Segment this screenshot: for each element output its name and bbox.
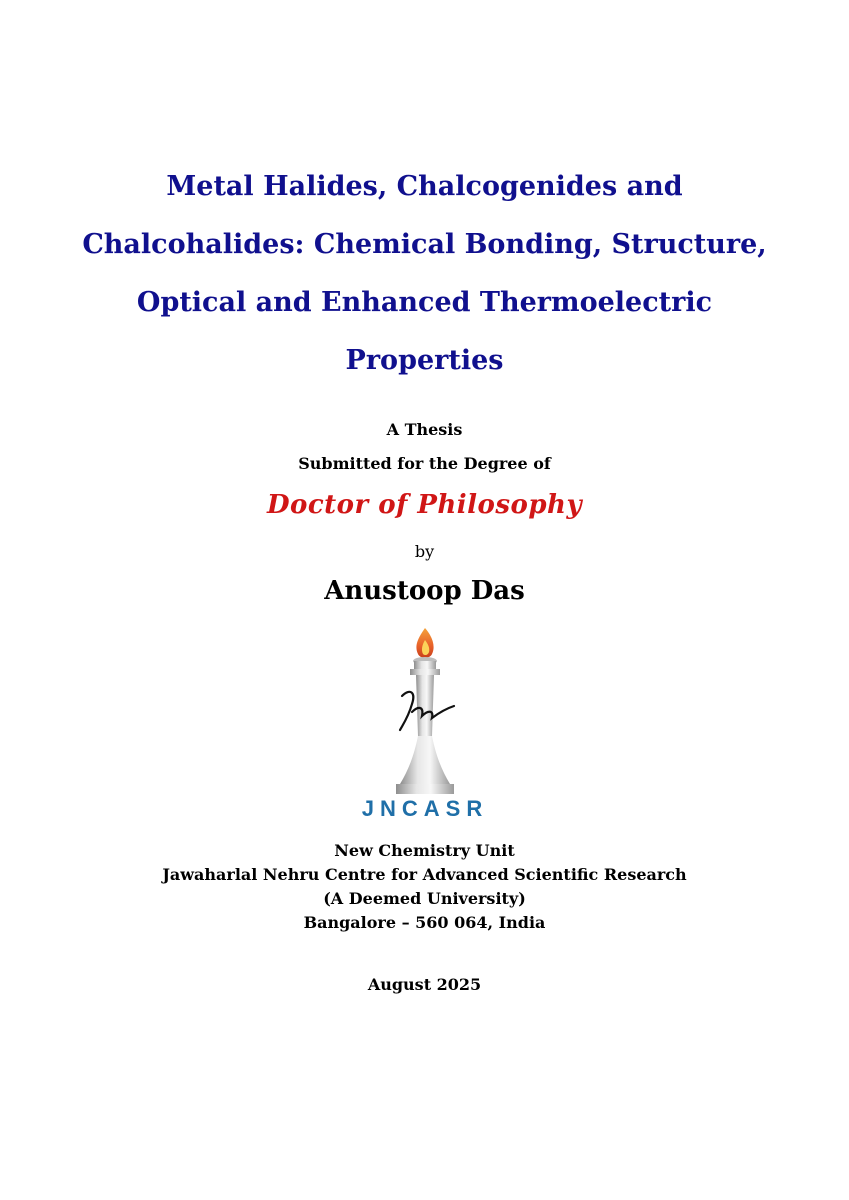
- submitted-label: Submitted for the Degree of: [298, 454, 551, 473]
- title-line-1: Metal Halides, Chalcogenides and: [166, 171, 683, 202]
- title-line-4: Properties: [345, 345, 504, 376]
- logo-text: JNCASR: [361, 796, 489, 821]
- degree-name: Doctor of Philosophy: [266, 490, 583, 520]
- title-line-2: Chalcohalides: Chemical Bonding, Structure,: [82, 229, 767, 260]
- jncasr-logo: [350, 626, 500, 822]
- affiliation-address: Bangalore – 560 064, India: [303, 913, 546, 932]
- affiliation-status: (A Deemed University): [323, 889, 526, 908]
- thesis-title: [60, 158, 789, 390]
- thesis-label: A Thesis: [386, 420, 463, 439]
- submission-date: August 2025: [367, 975, 482, 994]
- torch-pillar-logo-icon: [350, 626, 500, 822]
- title-line-3: Optical and Enhanced Thermoelectric: [136, 287, 713, 318]
- by-label: by: [414, 542, 435, 561]
- author-name: Anustoop Das: [324, 576, 525, 606]
- affiliation-unit: New Chemistry Unit: [334, 841, 515, 860]
- affiliation-institution: Jawaharlal Nehru Centre for Advanced Scientific Research: [162, 865, 687, 884]
